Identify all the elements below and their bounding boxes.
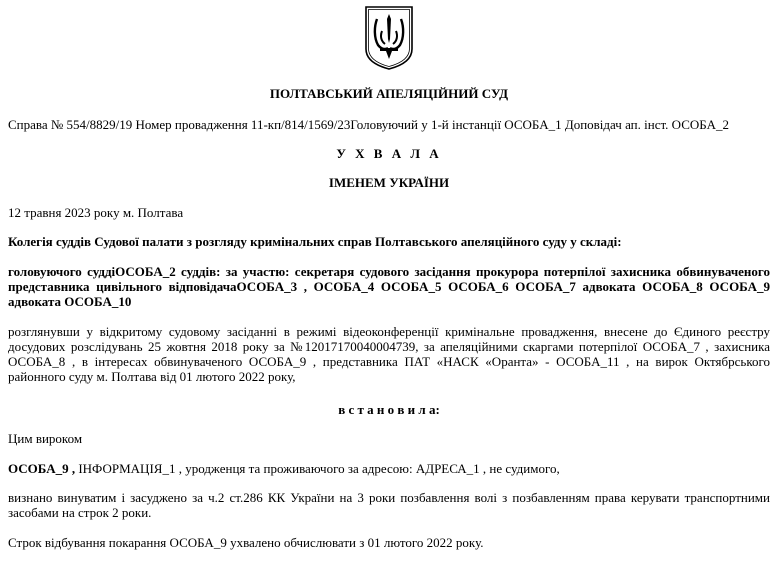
panel-members: головуючого суддіОСОБА_2 суддів: за участю: секретаря судового засідання прокурора потерпілої захисника обвинуваченого представника цивільного відповідачаОСОБА_3 , ОСОБА_4 ОСОБА_5 ОСОБА_6 ОСОБА_7 адвоката ОСОБА_8 ОСОБА_9 адвоката ОСОБА_10 [8,264,770,309]
panel-intro: Колегія суддів Судової палати з розгляду кримінальних справ Полтавського апеляційного суду у складі: [8,234,622,249]
verdict-intro: Цим вироком [8,431,83,446]
accused-details: ІНФОРМАЦІЯ_1 , уродженця та проживаючого за адресою: АДРЕСА_1 , не судимого, [75,461,560,476]
guilty-paragraph: визнано винуватим і засуджено за ч.2 ст.286 КК України на 3 роки позбавлення волі з позбавленням права керувати транспортними засобами на строк 2 роки. [8,490,770,520]
accused-name: ОСОБА_9 , [8,461,76,476]
sentence-term: Строк відбування покарання ОСОБА_9 ухвалено обчислювати з 01 лютого 2022 року. [8,535,484,550]
case-header: Справа № 554/8829/19 Номер провадження 11-кп/814/1569/23Головуючий у 1-й інстанції ОСОБА_1 Доповідач ап. інст. ОСОБА_2 [8,117,729,132]
accused-line [8,461,770,476]
date-and-place: 12 травня 2023 року м. Полтава [8,205,184,220]
document-type: У Х В А Л А [336,146,442,161]
court-name: ПОЛТАВСЬКИЙ АПЕЛЯЦІЙНИЙ СУД [269,86,509,101]
in-the-name-of-ukraine: ІМЕНЕМ УКРАЇНИ [328,175,450,190]
coat-of-arms-icon [364,5,414,71]
considering-paragraph: розглянувши у відкритому судовому засіданні в режимі відеоконференції кримінальне провадження, внесене до Єдиного реєстру досудових розслідувань 25 жовтня 2018 року за №12017170040004739, за апеляційними скаргами потерпілої ОСОБА_7 , захисника ОСОБА_8 , в інтересах обвинуваченого ОСОБА_9 , представника ПАТ «НАСК «Оранта» - ОСОБА_11 , на вирок Октябрського районного суду м. Полтава від 01 лютого 2022 року, [8,324,770,384]
established-heading: в с т а н о в и л а: [338,402,440,417]
